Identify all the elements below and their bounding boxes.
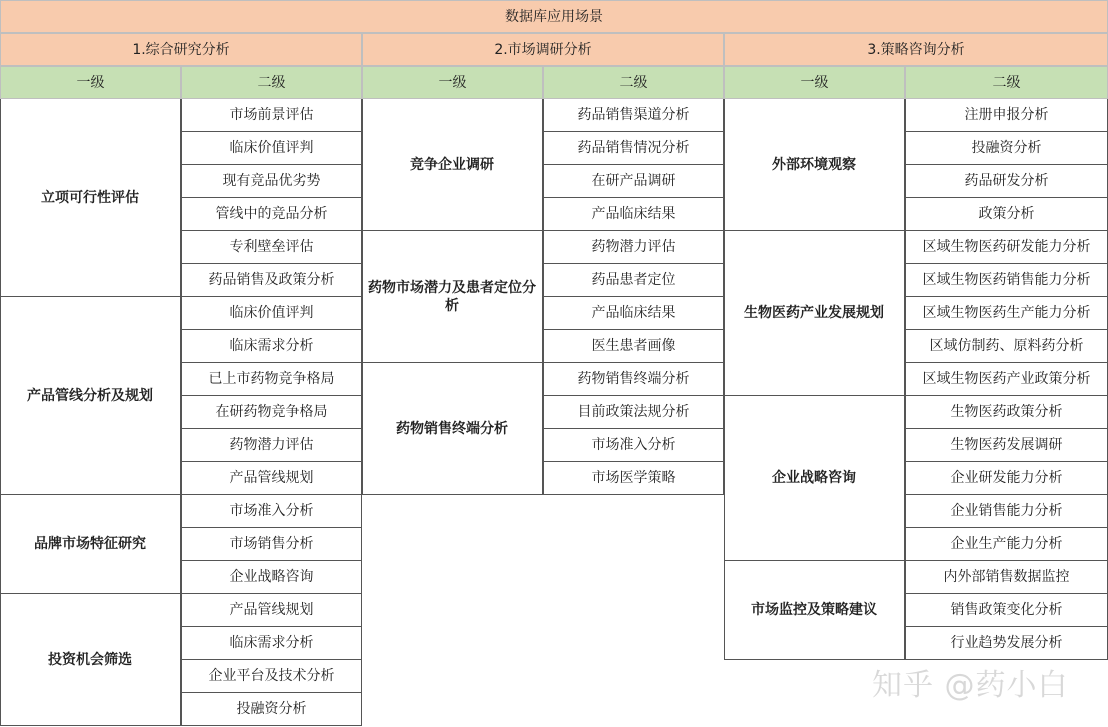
level2-item: 在研产品调研 [543,165,724,198]
level2-item: 企业生产能力分析 [905,528,1108,561]
level2-item: 市场准入分析 [543,429,724,462]
level2-item: 药物潜力评估 [181,429,362,462]
level2-item: 销售政策变化分析 [905,594,1108,627]
level2-item: 企业平台及技术分析 [181,660,362,693]
level2-item: 临床需求分析 [181,627,362,660]
level2-item: 产品临床结果 [543,297,724,330]
level2-item: 内外部销售数据监控 [905,561,1108,594]
level2-item: 投融资分析 [905,132,1108,165]
level2-item: 医生患者画像 [543,330,724,363]
level1-category: 竞争企业调研 [362,99,543,231]
watermark: 知乎 @药小白 [872,668,1069,703]
level2-item: 药品研发分析 [905,165,1108,198]
level1-category: 产品管线分析及规划 [0,297,181,495]
level2-item: 生物医药政策分析 [905,396,1108,429]
section-header: 3.策略咨询分析 [724,33,1108,66]
level2-item: 在研药物竞争格局 [181,396,362,429]
level2-item: 市场销售分析 [181,528,362,561]
level2-item: 产品管线规划 [181,594,362,627]
level2-item: 药品销售及政策分析 [181,264,362,297]
level1-category: 生物医药产业发展规划 [724,231,905,396]
level2-item: 区域生物医药生产能力分析 [905,297,1108,330]
level2-item: 临床价值评判 [181,132,362,165]
section-left-border [724,99,725,660]
level2-item: 政策分析 [905,198,1108,231]
level2-item: 生物医药发展调研 [905,429,1108,462]
level2-item: 目前政策法规分析 [543,396,724,429]
level2-item: 药物销售终端分析 [543,363,724,396]
level2-item: 临床价值评判 [181,297,362,330]
table-title: 数据库应用场景 [0,0,1108,33]
level1-category: 品牌市场特征研究 [0,495,181,594]
level2-item: 注册申报分析 [905,99,1108,132]
level2-header: 二级 [181,66,362,99]
level2-item: 药品销售情况分析 [543,132,724,165]
level2-item: 企业战略咨询 [181,561,362,594]
level2-item: 管线中的竞品分析 [181,198,362,231]
level2-item: 企业研发能力分析 [905,462,1108,495]
section-left-border [0,99,1,726]
level2-item: 区域生物医药销售能力分析 [905,264,1108,297]
level2-item: 药物潜力评估 [543,231,724,264]
level1-category: 外部环境观察 [724,99,905,231]
level1-category: 投资机会筛选 [0,594,181,726]
level1-category: 市场监控及策略建议 [724,561,905,660]
section-left-border [362,99,363,495]
level1-category: 立项可行性评估 [0,99,181,297]
level1-category: 药物销售终端分析 [362,363,543,495]
level1-category: 企业战略咨询 [724,396,905,561]
level2-item: 专利壁垒评估 [181,231,362,264]
level2-item: 区域生物医药产业政策分析 [905,363,1108,396]
level1-category: 药物市场潜力及患者定位分析 [362,231,543,363]
level2-item: 区域生物医药研发能力分析 [905,231,1108,264]
level2-item: 投融资分析 [181,693,362,726]
level2-item: 药品患者定位 [543,264,724,297]
level2-item: 市场医学策略 [543,462,724,495]
level2-item: 产品管线规划 [181,462,362,495]
level2-item: 企业销售能力分析 [905,495,1108,528]
level2-item: 市场前景评估 [181,99,362,132]
level2-item: 区域仿制药、原料药分析 [905,330,1108,363]
level2-item: 产品临床结果 [543,198,724,231]
level2-item: 市场准入分析 [181,495,362,528]
level2-item: 现有竞品优劣势 [181,165,362,198]
level2-item: 药品销售渠道分析 [543,99,724,132]
level2-header: 二级 [543,66,724,99]
level1-header: 一级 [362,66,543,99]
section-header: 1.综合研究分析 [0,33,362,66]
section-header: 2.市场调研分析 [362,33,724,66]
level1-header: 一级 [0,66,181,99]
level2-item: 临床需求分析 [181,330,362,363]
level2-header: 二级 [905,66,1108,99]
level2-item: 已上市药物竞争格局 [181,363,362,396]
level1-header: 一级 [724,66,905,99]
level2-item: 行业趋势发展分析 [905,627,1108,660]
